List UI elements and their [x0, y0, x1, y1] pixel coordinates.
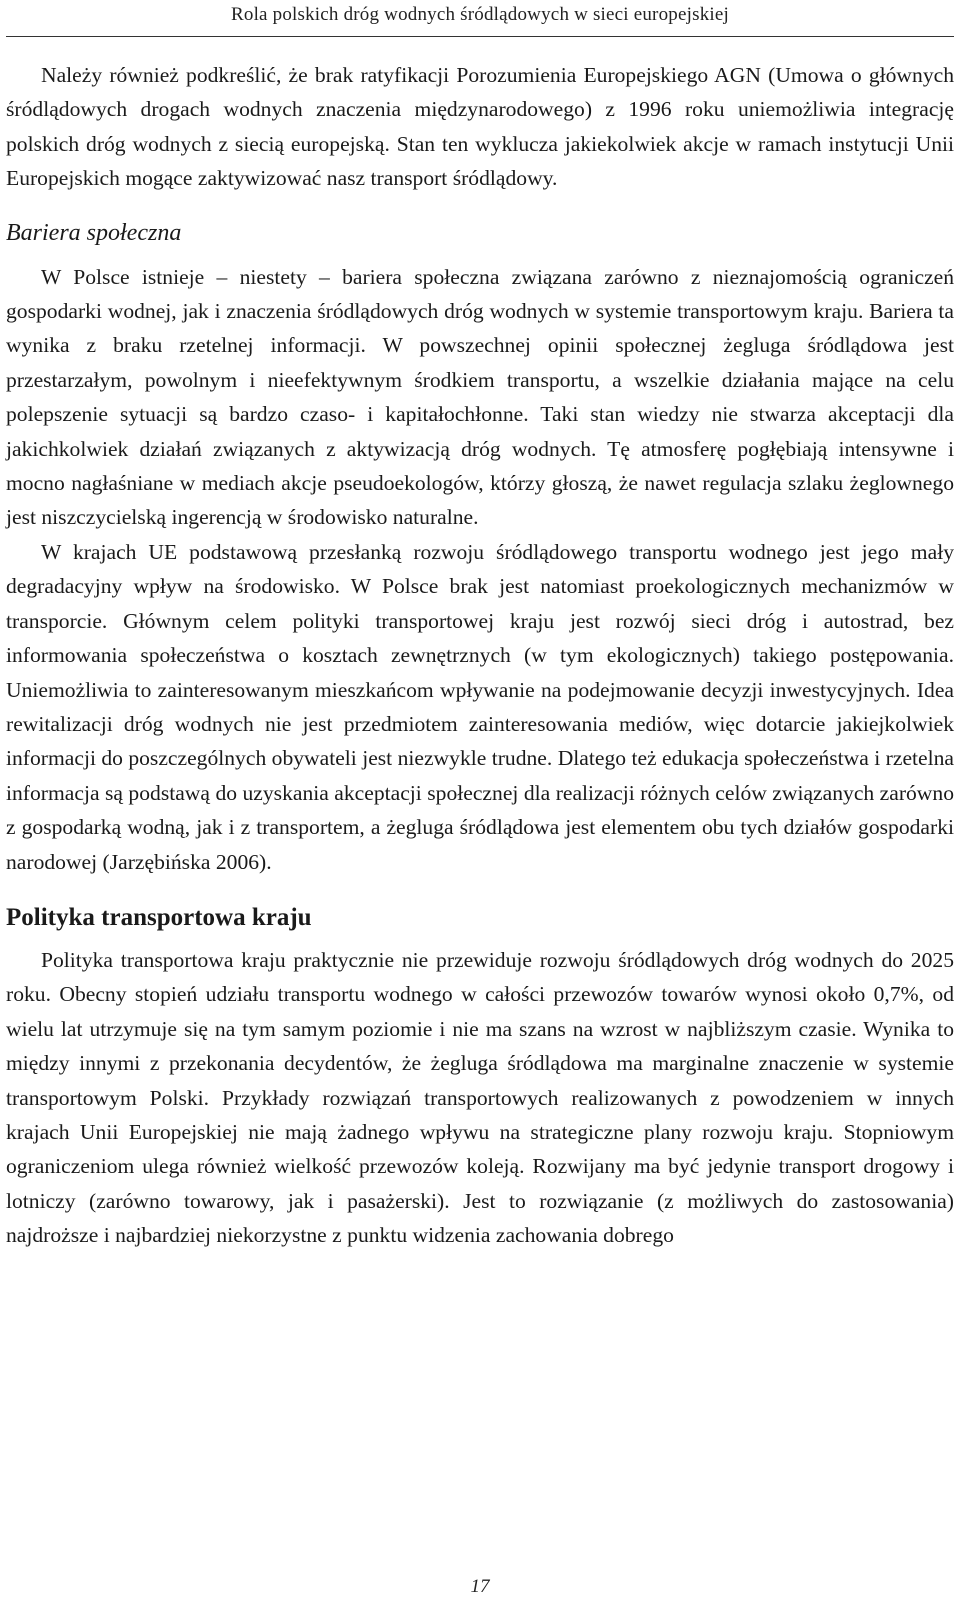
section-heading-polityka: Polityka transportowa kraju	[6, 903, 312, 931]
section-heading-bariera: Bariera społeczna	[6, 219, 182, 246]
paragraph: W krajach UE podstawową przesłanką rozwoju śródlądowego transportu wodnego jest jego mały degradacyjny wpływ na środowisko. W Polsce brak jest natomiast proekologicznych mechanizmów w transporcie. Głównym celem polityki transportowej kraju jest rozwój sieci dróg i autostrad, bez informowania społeczeństwa o kosztach zewnętrznych (w tym ekologicznych) takiego postępowania. Uniemożliwia to zainteresowanym mieszkańcom wpływanie na podejmowanie decyzji inwestycyjnych. Idea rewitalizacji dróg wodnych nie jest przedmiotem zainteresowania mediów, więc dotarcie jakiejkolwiek informacji do poszczególnych obywateli jest niezwykle trudne. Dlatego też edukacja społeczeństwa i rzetelna informacja są podstawą do uzyskania akceptacji społecznej dla realizacji różnych celów związanych zarówno z gospodarką wodną, jak i z transportem, a żegluga śródlądowa jest elementem obu tych działów gospodarki narodowej (Jarzębińska 2006).	[6, 539, 954, 874]
header-rule	[6, 36, 954, 37]
paragraph: Polityka transportowa kraju praktycznie nie przewiduje rozwoju śródlądowych dróg wodnych do 2025 roku. Obecny stopień udziału transportu wodnego w całości przewozów towarów wynosi około 0,7%, od wielu lat utrzymuje się na tym samym poziomie i nie ma szans na wzrost w najbliższym czasie. Wynika to między innymi z przekonania decydentów, że żegluga śródlądowa ma marginalne znaczenie w systemie transportowym Polski. Przykłady rozwiązań transportowych realizowanych z powodzeniem w innych krajach Unii Europejskiej nie mają żadnego wpływu na strategiczne plany rozwoju kraju. Stopniowym ograniczeniom ulega również wielkość przewozów koleją. Rozwijany ma być jedynie transport drogowy i lotniczy (zarówno towarowy, jak i pasażerski). Jest to rozwiązanie (z możliwych do zastosowania) najdroższe i najbardziej niekorzystne z punktu widzenia zachowania dobrego	[6, 947, 954, 1248]
intro-paragraph: Należy również podkreślić, że brak ratyfikacji Porozumienia Europejskiego AGN (Umowa o głównych śródlądowych drogach wodnych znaczenia międzynarodowego) z 1996 roku uniemożliwia integrację polskich dróg wodnych z siecią europejską. Stan ten wyklucza jakiekolwiek akcje w ramach instytucji Unii Europejskich mogące zaktywizować nasz transport śródlądowy.	[6, 63, 954, 191]
running-head: Rola polskich dróg wodnych śródlądowych w sieci europejskiej	[231, 4, 729, 25]
page-number: 17	[470, 1576, 490, 1597]
page-body	[6, 58, 954, 1253]
paragraph: W Polsce istnieje – niestety – bariera społeczna związana zarówno z nieznajomością ograniczeń gospodarki wodnej, jak i znaczenia śródlądowych dróg wodnych w systemie transportowym kraju. Bariera ta wynika z braku rzetelnej informacji. W powszechnej opinii społecznej żegluga śródlądowa jest przestarzałym, powolnym i nieefektywnym środkiem transportu, a wszelkie działania mające na celu polepszenie sytuacji są bardzo czaso- i kapitałochłonne. Taki stan wiedzy nie stwarza akceptacji dla jakichkolwiek działań związanych z aktywizacją dróg wodnych. Tę atmosferę pogłębiają intensywne i mocno nagłaśniane w mediach akcje pseudoekologów, którzy głoszą, że nawet regulacja szlaku żeglownego jest niszczycielską ingerencją w środowisko naturalne.	[6, 264, 954, 530]
